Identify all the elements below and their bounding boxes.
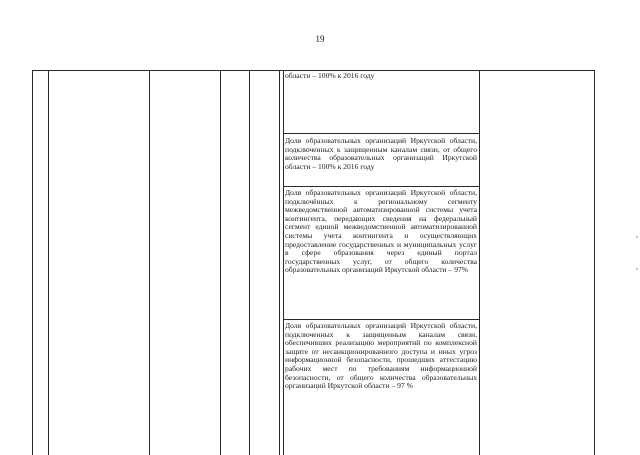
indicator-cell-4 xyxy=(285,322,477,418)
column-divider-7 xyxy=(479,70,480,455)
row-divider-3 xyxy=(283,319,479,320)
row-divider-2 xyxy=(283,186,479,187)
indicator-cell-1 xyxy=(285,72,477,92)
indicator-text: Доля образовательных организаций Иркутской области, подключенных к защищенным каналам связи, от общего количества образовательных организаций Иркутской области – 100% к 2016 году xyxy=(285,137,477,171)
column-divider-6 xyxy=(283,70,284,455)
column-divider-4 xyxy=(249,70,250,455)
indicator-cell-3 xyxy=(285,189,477,318)
scan-mark xyxy=(636,236,638,238)
column-divider-5 xyxy=(279,70,280,455)
scan-mark xyxy=(636,268,638,270)
indicator-text: области – 100% к 2016 году xyxy=(285,72,375,80)
column-divider-3 xyxy=(220,70,221,455)
indicator-cell-2 xyxy=(285,137,477,185)
row-divider-1 xyxy=(283,133,479,134)
indicator-text: Доля образовательных организаций Иркутской области, подключенных к защищенным каналам связи, обеспечивших реализацию мероприятий по комплексной защите от несанкционированного доступа и иных угроз информационной безопасности, прошедших аттестацию рабочих мест по требованиям информационной безопасности, от общего количества образовательных организаций Иркутской области – 97 % xyxy=(285,322,477,391)
column-divider-2 xyxy=(149,70,150,455)
column-divider-1 xyxy=(48,70,49,455)
page-number: 19 xyxy=(315,34,325,44)
indicator-text: Доля образовательных организаций Иркутской области, подключённых к региональному сегменту межведомственной автоматизированной системы учета контингента, передающих сведения на федеральный сегмент единой межведомственной автоматизированной системы учета контингента и осуществляющих предоставление государственных и муниципальных услуг в сфере образования через единый портал государственных услуг, от общего количества образовательных организаций Иркутской области – 97% xyxy=(285,189,477,275)
